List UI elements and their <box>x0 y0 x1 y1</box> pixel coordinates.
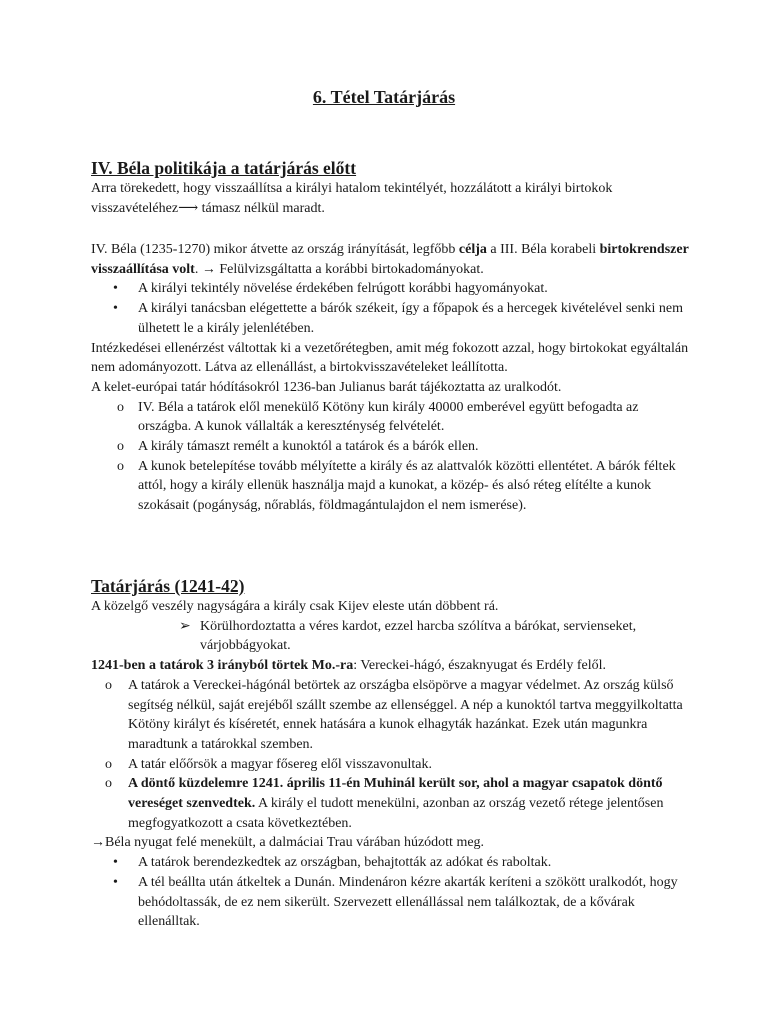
section-1-circle-list <box>91 398 691 516</box>
section-2-paragraph-2: 1241-ben a tatárok 3 irányból törtek Mo.-ra: Vereckei-hágó, északnyugat és Erdély felől. <box>91 658 607 674</box>
bullet-dot-icon: • <box>113 301 118 317</box>
list-item: o A király támaszt remélt a kunoktól a tatárok és a bárók ellen. <box>91 437 691 457</box>
bullet-circle-icon: o <box>117 458 124 474</box>
section-1-intro: Arra törekedett, hogy visszaállítsa a királyi hatalom tekintélyét, hozzálátott a királyi birtokok visszavételéhez⟶ támasz nélkül maradt. <box>91 181 613 216</box>
section-1-paragraph-3: A kelet-európai tatár hódításokról 1236-ban Julianus barát tájékoztatta az uralkodót. <box>91 379 562 395</box>
bullet-circle-icon: o <box>117 439 124 455</box>
section-1-bullet-list <box>91 279 691 338</box>
arrowhead-bullet-icon: ➢ <box>179 618 191 634</box>
section-1-paragraph-1: IV. Béla (1235-1270) mikor átvette az ország irányítását, legfőbb célja a III. Béla korabeli birtokrendszer visszaállítása volt. → Felülvizsgáltatta a korábbi birtokadományokat. <box>91 242 689 277</box>
section-1-paragraph-2: Intézkedései ellenérzést váltottak ki a vezetőrétegben, amit még fokozott azzal, hogy birtokokat egyáltalán nem adományozott. Látva az ellenállást, a birtokvisszavételeket leállította. <box>91 340 689 376</box>
bullet-circle-icon: o <box>105 776 112 792</box>
list-item: ➢ Körülhordoztatta a véres kardot, ezzel harcba szólítva a bárókat, servienseket, várjobbágyokat. <box>179 618 637 654</box>
list-item: o IV. Béla a tatárok elől menekülő Kötöny kun király 40000 emberével együtt befogadta az országba. A kunok vállalták a kereszténység felvételét. <box>117 399 639 435</box>
bullet-dot-icon: • <box>113 281 118 297</box>
section-2 <box>91 575 691 932</box>
page-title: 6. Tétel Tatárjárás <box>312 87 456 107</box>
section-2-paragraph-1: A közelgő veszély nagyságára a király csak Kijev eleste után döbbent rá. <box>91 599 499 614</box>
list-item: o A kunok betelepítése tovább mélyítette a király és az alattvalók közötti ellentétet. A bárók féltek attól, hogy a király ellenük használja majd a kunokat, a közép- és alsó réteg elítélte a kunok szokásait (pogányság, nőrablás, földmagántulajdon el nem ismerése). <box>117 458 676 514</box>
list-item: • A királyi tekintély növelése érdekében felrúgott korábbi hagyományokat. <box>91 279 691 299</box>
list-item: o A döntő küzdelemre 1241. április 11-én Muhinál került sor, ahol a magyar csapatok döntő vereséget szenvedtek. A király el tudott menekülni, azonban az ország vezető rétege jelentősen megfogyatkozott a csata következtében. <box>105 776 664 831</box>
section-2-heading: Tatárjárás (1241-42) <box>91 576 245 596</box>
list-item: • A tél beállta után átkeltek a Dunán. Mindenáron kézre akarták keríteni a szökött uralkodót, hogy behódoltassák, de ez nem sikerült. Szervezett ellenállással nem találkoztak, de a kővárak ellenálltak. <box>113 874 678 930</box>
list-item: • A tatárok berendezkedtek az országban, behajtották az adókat és raboltak. <box>91 853 691 873</box>
list-item: o A tatár előőrsök a magyar fősereg elől visszavonultak. <box>91 755 691 775</box>
section-2-paragraph-3: →Béla nyugat felé menekült, a dalmáciai Trau várában húzódott meg. <box>91 835 485 851</box>
list-item: o A tatárok a Vereckei-hágónál betörtek az országba elsöpörve a magyar védelmet. Az ország külső segítség nélkül, saját erejéből szállt szembe az ellenséggel. A nép a kunoktól tartva meggyilkoltatta Kötöny királyt és kíséretét, ennek hatására a kunok elhagyták hazánkat. Ezek után magunkra maradtunk a tatárokkal szemben. <box>105 677 683 752</box>
bullet-circle-icon: o <box>117 399 124 415</box>
section-2-arrow-list <box>91 617 691 656</box>
section-2-bullet-list <box>91 853 691 932</box>
section-2-circle-list <box>91 676 691 834</box>
bullet-circle-icon: o <box>105 677 112 693</box>
bullet-dot-icon: • <box>113 874 118 890</box>
list-item: • A királyi tanácsban elégettette a bárók székeit, így a főpapok és a hercegek kivételével senki nem ülhetett le a király jelenlétében. <box>113 301 683 336</box>
section-1-heading: IV. Béla politikája a tatárjárás előtt <box>91 158 357 178</box>
section-1 <box>91 157 691 218</box>
bullet-circle-icon: o <box>105 756 112 772</box>
section-1-body <box>91 240 691 516</box>
bullet-dot-icon: • <box>113 855 118 871</box>
